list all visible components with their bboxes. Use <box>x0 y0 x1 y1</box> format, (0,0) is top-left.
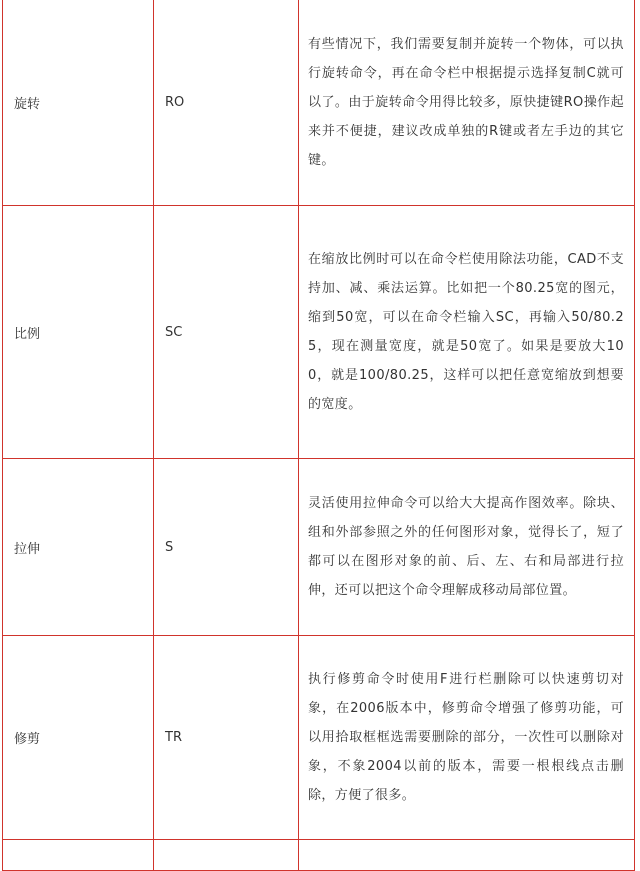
table-row-stretch <box>3 459 635 636</box>
description-cell <box>299 459 635 636</box>
shortcut-cell: TR <box>154 636 299 840</box>
table-row-partial <box>3 840 635 871</box>
description-cell <box>299 636 635 840</box>
command-name-cell: 旋转 <box>3 0 154 206</box>
description-text: 灵活使用拉伸命令可以给大大提高作图效率。除块、组和外部参照之外的任何图形对象，觉得长了，短了都可以在图形对象的前、后、左、右和局部进行拉伸，还可以把这个命令理解成移动局部位置。 <box>308 496 624 598</box>
shortcut-cell: S <box>154 459 299 636</box>
description-cell <box>299 0 635 206</box>
empty-cell <box>3 840 154 871</box>
shortcut-cell: SC <box>154 206 299 459</box>
command-name-cell: 比例 <box>3 206 154 459</box>
command-name-cell: 修剪 <box>3 636 154 840</box>
empty-cell <box>299 840 635 871</box>
description-text: 在缩放比例时可以在命令栏使用除法功能，CAD不支持加、减、乘法运算。比如把一个80.25宽的图元，缩到50宽，可以在命令栏输入SC，再输入50/80.25，现在测量宽度，就是50宽了。如果是要放大100，就是100/80.25，这样可以把任意宽缩放到想要的宽度。 <box>308 252 624 412</box>
table-row-rotate <box>3 0 635 206</box>
description-text: 有些情况下，我们需要复制并旋转一个物体，可以执行旋转命令，再在命令栏中根据提示选择复制C就可以了。由于旋转命令用得比较多，原快捷键RO操作起来并不便捷，建议改成单独的R键或者左手边的其它键。 <box>308 37 624 168</box>
shortcut-cell: RO <box>154 0 299 206</box>
command-name-cell: 拉伸 <box>3 459 154 636</box>
description-cell <box>299 206 635 459</box>
table-row-scale <box>3 206 635 459</box>
table-row-trim <box>3 636 635 840</box>
empty-cell <box>154 840 299 871</box>
description-text: 执行修剪命令时使用F进行栏删除可以快速剪切对象，在2006版本中，修剪命令增强了修剪功能，可以用拾取框框选需要删除的部分，一次性可以删除对象，不象2004以前的版本，需要一根根线点击删除，方便了很多。 <box>308 672 624 803</box>
command-table <box>2 0 635 871</box>
